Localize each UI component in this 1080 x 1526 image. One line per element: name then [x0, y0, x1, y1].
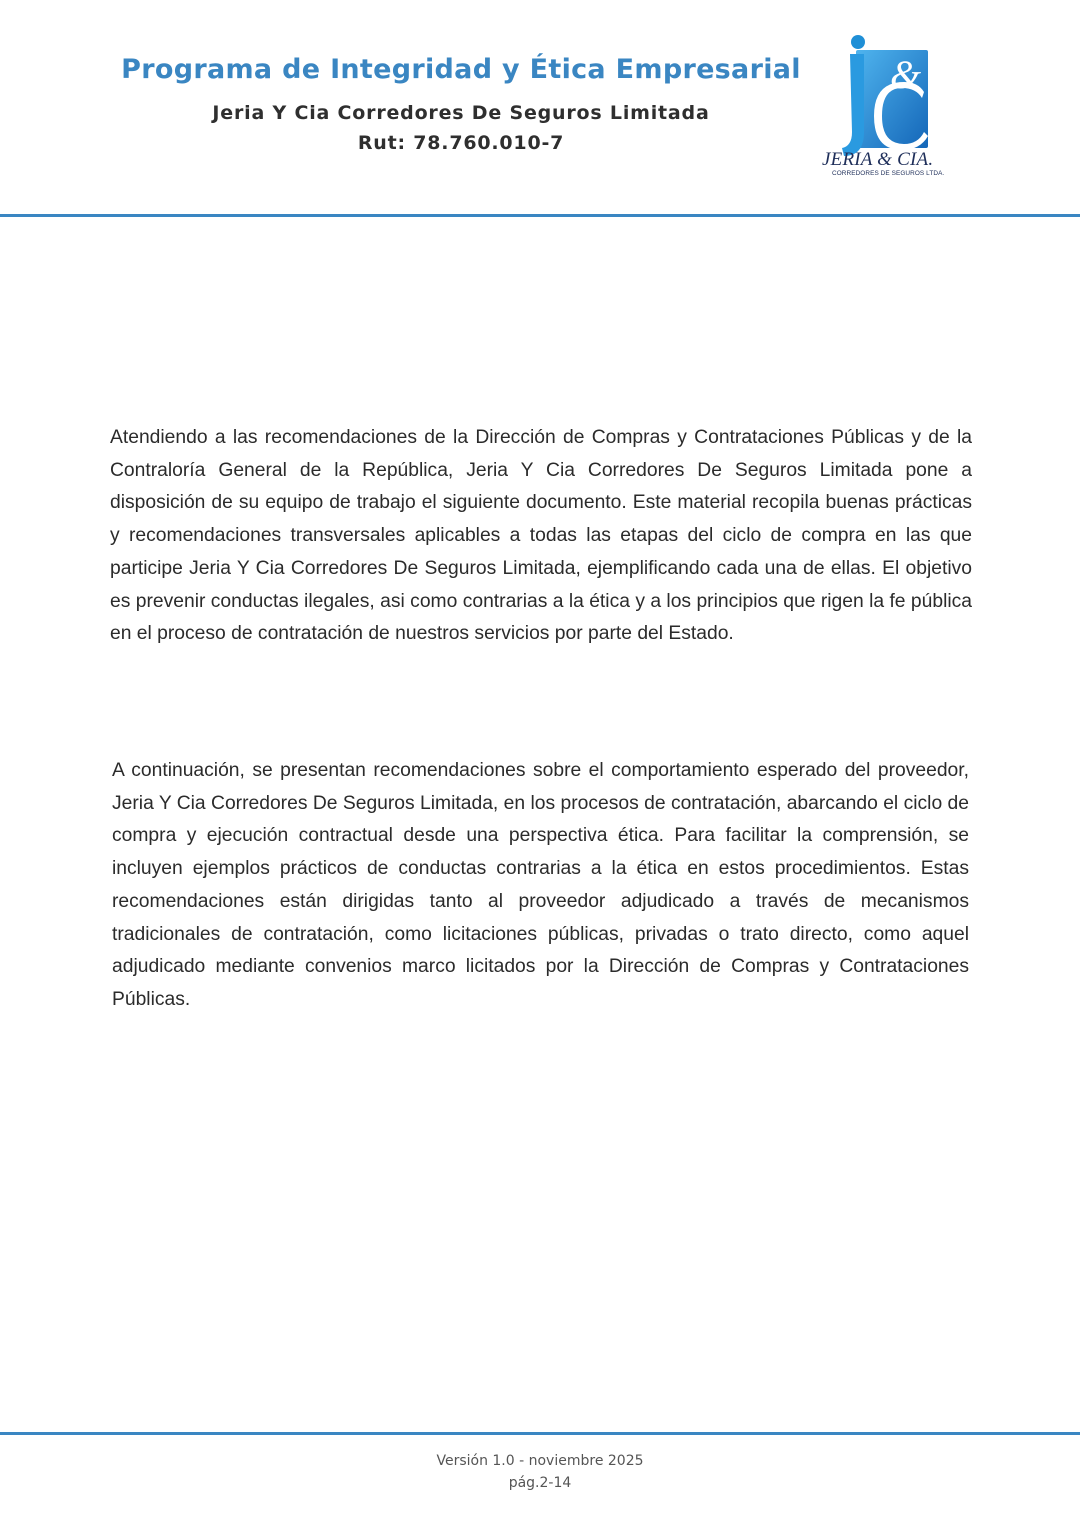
logo-ampersand: & — [890, 52, 922, 97]
page-header — [0, 0, 1080, 216]
document-title: Programa de Integridad y Ética Empresarial — [121, 54, 801, 85]
company-name: Jeria Y Cia Corredores De Seguros Limitada — [212, 102, 710, 124]
company-rut: Rut: 78.760.010-7 — [357, 132, 565, 154]
logo-subtitle: CORREDORES DE SEGUROS LTDA. — [832, 170, 945, 177]
logo-name: JERIA & CIA. — [822, 149, 934, 170]
version-label: Versión 1.0 - noviembre 2025 — [436, 1453, 644, 1469]
paragraph-recommendations: A continuación, se presentan recomendaciones sobre el comportamiento esperado del proveedor, Jeria Y Cia Corredores De Seguros Limitada, en los procesos de contratación, abarcando el ciclo de compra y ejecución contractual desde una perspectiva ética. Para facilitar la comprensión, se incluyen ejemplos prácticos de conductas contrarias a la ética en estos procedimientos. Estas recomendaciones están dirigidas tanto al proveedor adjudicado a través de mecanismos tradicionales de contratación, como licitaciones públicas, privadas o trato directo, como aquel adjudicado mediante convenios marco licitados por la Dirección de Compras y Contrataciones Públicas. — [112, 760, 969, 1010]
page-number: pág.2-14 — [508, 1475, 572, 1491]
logo-j-letter — [842, 54, 864, 156]
footer-divider — [0, 1432, 1080, 1435]
logo-dot — [851, 35, 865, 49]
paragraph-intro: Atendiendo a las recomendaciones de la Dirección de Compras y Contrataciones Públicas y de la Contraloría General de la República, Jeria Y Cia Corredores De Seguros Limitada pone a disposición de su equipo de trabajo el siguiente documento. Este material recopila buenas prácticas y recomendaciones transversales aplicables a todas las etapas del ciclo de compra en las que participe Jeria Y Cia Corredores De Seguros Limitada, ejemplificando cada una de ellas. El objetivo es prevenir conductas ilegales, asi como contrarias a la ética y a los principios que rigen la fe pública en el proceso de contratación de nuestros servicios por parte del Estado. — [110, 427, 972, 645]
logo-caption — [822, 150, 952, 178]
page-footer — [0, 1450, 1080, 1494]
header-divider — [0, 214, 1080, 217]
